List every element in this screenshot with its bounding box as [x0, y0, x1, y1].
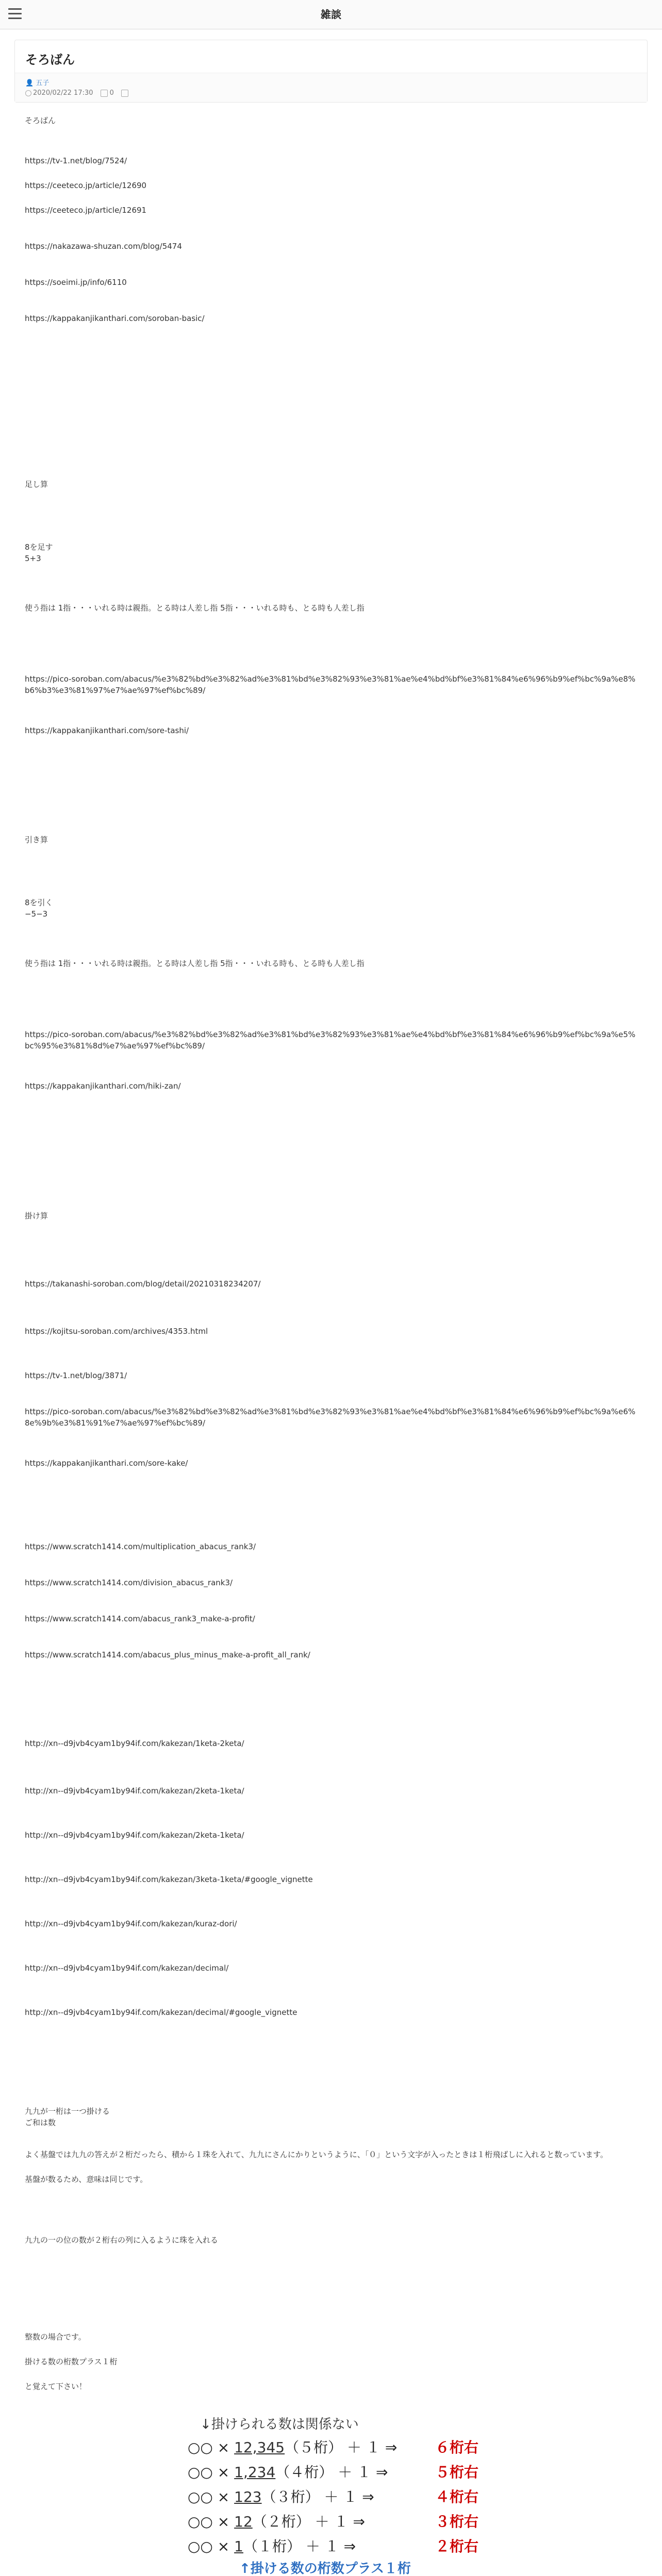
link[interactable]: https://www.scratch1414.com/abacus_plus_minus_make-a-profit_all_rank/	[25, 1650, 310, 1659]
post-date: 2020/02/22 17:30	[33, 89, 93, 97]
row-prefix: ○○ ×	[188, 2538, 235, 2555]
comment-count: 0	[109, 89, 114, 97]
post-header	[14, 40, 648, 103]
link[interactable]: http://xn--d9jvb4cyam1by94if.com/kakezan/1keta-2keta/	[25, 1739, 244, 1748]
row-plus: ＋ １ ⇒	[324, 2488, 374, 2505]
text-block: そろばん	[25, 116, 56, 125]
post-meta	[15, 73, 647, 102]
row-digits: （４桁）	[275, 2464, 338, 2481]
link[interactable]: http://xn--d9jvb4cyam1by94if.com/kakezan/2keta-1keta/	[25, 1831, 244, 1840]
table-row	[188, 2485, 479, 2510]
link[interactable]: https://soeimi.jp/info/6110	[25, 278, 127, 287]
link[interactable]: https://kojitsu-soroban.com/archives/4353.html	[25, 1327, 208, 1336]
text-block: 8を足す 5+3	[25, 543, 53, 563]
row-digits: （１桁）	[243, 2538, 306, 2555]
row-result: ２桁右	[435, 2538, 479, 2555]
link[interactable]: http://xn--d9jvb4cyam1by94if.com/kakezan/3keta-1keta/#google_vignette	[25, 1875, 313, 1884]
digit-rule-table	[188, 2417, 479, 2576]
link[interactable]: https://kappakanjikanthari.com/sore-kake/	[25, 1459, 188, 1468]
table-row	[188, 2460, 479, 2485]
post-author[interactable]: 👤 五子	[25, 79, 49, 87]
link[interactable]: https://tv-1.net/blog/7524/	[25, 156, 127, 165]
link[interactable]: http://xn--d9jvb4cyam1by94if.com/kakezan/2keta-1keta/	[25, 1786, 244, 1795]
table-row	[188, 2510, 479, 2534]
row-number: 1	[234, 2538, 243, 2555]
row-number: 12,345	[234, 2439, 285, 2456]
row-prefix: ○○ ×	[188, 2439, 235, 2456]
link[interactable]: https://takanashi-soroban.com/blog/detail/20210318234207/	[25, 1279, 261, 1289]
row-plus: ＋ １ ⇒	[347, 2439, 398, 2456]
post-title: そろばん	[15, 40, 647, 73]
table-caption: ↓掛けられる数は関係ない	[200, 2417, 359, 2432]
link[interactable]: https://www.scratch1414.com/multiplication_abacus_rank3/	[25, 1542, 256, 1551]
section-heading: 足し算	[25, 480, 48, 489]
row-result: ６桁右	[435, 2439, 479, 2456]
text-block: 掛ける数の桁数プラス１桁	[25, 2357, 118, 2366]
link[interactable]: https://www.scratch1414.com/division_abacus_rank3/	[25, 1578, 233, 1587]
row-result: ５桁右	[435, 2464, 479, 2481]
link[interactable]: http://xn--d9jvb4cyam1by94if.com/kakezan/kuraz-dori/	[25, 1919, 237, 1928]
row-result: ３桁右	[435, 2513, 479, 2530]
link[interactable]: https://kappakanjikanthari.com/hiki-zan/	[25, 1081, 181, 1091]
share-icon[interactable]	[121, 90, 128, 97]
link[interactable]: https://kappakanjikanthari.com/soroban-basic/	[25, 314, 205, 323]
link[interactable]: https://pico-soroban.com/abacus/%e3%82%bd%e3%82%ad%e3%81%bd%e3%82%93%e3%81%ae%e4%bd%bf%e3%81%84%e6%96%b9%ef%bc%9a%e8%b6%b3%e3%81%97%e7%ae%97%ef%bc%89/	[25, 674, 636, 695]
text-block: よく基盤では九九の答えが２桁だったら、積から１珠を入れて、九九にさんにかりというように、「０」という文字が入ったときは１桁飛ばしに入れると数っています。	[25, 2150, 608, 2159]
link[interactable]: https://tv-1.net/blog/3871/	[25, 1371, 127, 1380]
text-block: 基盤が数るため、意味は同じです。	[25, 2175, 148, 2184]
row-number: 1,234	[234, 2464, 276, 2481]
comment-icon	[101, 90, 108, 97]
row-plus: ＋ １ ⇒	[338, 2464, 388, 2481]
row-prefix: ○○ ×	[188, 2513, 235, 2530]
text-block: 使う指は 1指・・・いれる時は親指。とる時は人差し指 5指・・・いれる時も、とる時も人差し指	[25, 603, 365, 613]
row-digits: （３桁）	[261, 2488, 324, 2505]
link[interactable]: https://kappakanjikanthari.com/sore-tashi/	[25, 726, 189, 735]
text-block: 九九の一の位の数が２桁右の列に入るように珠を入れる	[25, 2235, 219, 2245]
link[interactable]: http://xn--d9jvb4cyam1by94if.com/kakezan/decimal/	[25, 1963, 229, 1973]
row-prefix: ○○ ×	[188, 2464, 235, 2481]
text-block: 使う指は 1指・・・いれる時は親指。とる時は人差し指 5指・・・いれる時も、とる時も人差し指	[25, 959, 365, 968]
top-bar	[0, 0, 662, 29]
row-plus: ＋ １ ⇒	[315, 2513, 365, 2530]
table-footer: ↑掛ける数の桁数プラス１桁	[239, 2561, 411, 2576]
link[interactable]: https://ceeteco.jp/article/12690	[25, 181, 147, 190]
clock-icon	[25, 90, 31, 96]
post-body	[0, 115, 662, 2576]
table-row	[188, 2435, 479, 2460]
text-block: 8を引く −5−3	[25, 898, 53, 919]
page-title: 雑談	[321, 8, 341, 21]
row-plus: ＋ １ ⇒	[305, 2538, 356, 2555]
row-number: 123	[234, 2488, 262, 2505]
table-row	[188, 2534, 479, 2559]
link[interactable]: https://pico-soroban.com/abacus/%e3%82%bd%e3%82%ad%e3%81%bd%e3%82%93%e3%81%ae%e4%bd%bf%e3%81%84%e6%96%b9%ef%bc%9a%e5%bc%95%e3%81%8d%e7%ae%97%ef%bc%89/	[25, 1030, 636, 1050]
link[interactable]: https://ceeteco.jp/article/12691	[25, 206, 147, 215]
row-number: 12	[234, 2513, 253, 2530]
link[interactable]: https://nakazawa-shuzan.com/blog/5474	[25, 242, 182, 251]
row-prefix: ○○ ×	[188, 2488, 235, 2505]
link[interactable]: http://xn--d9jvb4cyam1by94if.com/kakezan/decimal/#google_vignette	[25, 2008, 297, 2017]
section-heading: 掛け算	[25, 1211, 48, 1221]
row-digits: （２桁）	[252, 2513, 315, 2530]
text-block: 整数の場合です。	[25, 2332, 86, 2342]
section-heading: 引き算	[25, 835, 48, 844]
text-block: 九九が一桁は一つ掛ける ご和は数	[25, 2107, 110, 2127]
row-result: ４桁右	[435, 2488, 479, 2505]
hamburger-menu-icon[interactable]	[8, 8, 22, 20]
row-digits: （５桁）	[285, 2439, 347, 2456]
link[interactable]: https://pico-soroban.com/abacus/%e3%82%bd%e3%82%ad%e3%81%bd%e3%82%93%e3%81%ae%e4%bd%bf%e3%81%84%e6%96%b9%ef%bc%9a%e6%8e%9b%e3%81%91%e7%ae%97%ef%bc%89/	[25, 1407, 636, 1428]
link[interactable]: https://www.scratch1414.com/abacus_rank3_make-a-profit/	[25, 1614, 255, 1623]
text-block: と覚えて下さい！	[25, 2382, 87, 2391]
